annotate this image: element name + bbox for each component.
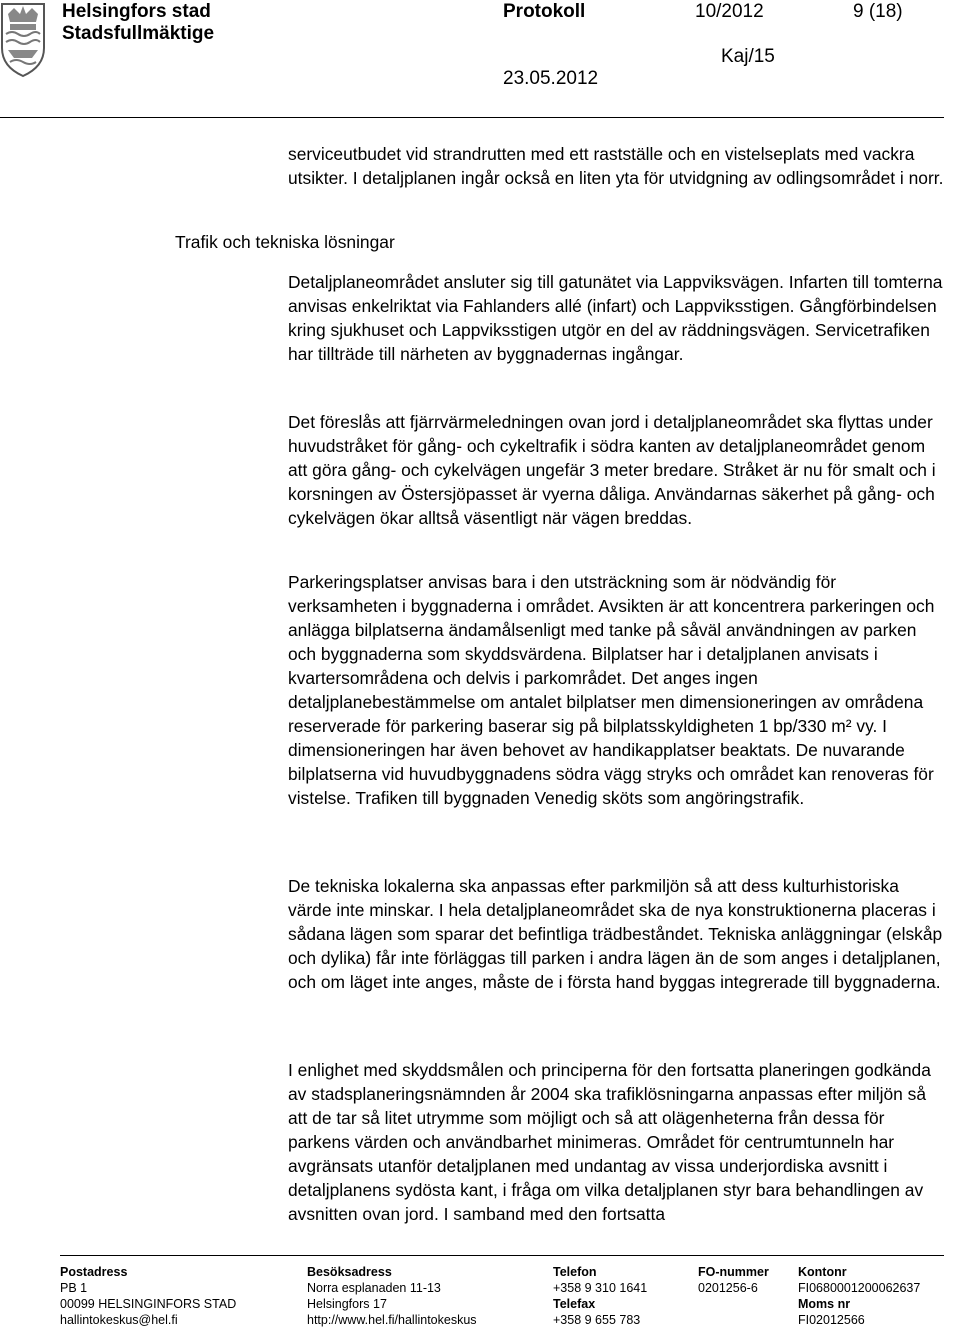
footer-fo-number: 0201256-6: [698, 1281, 758, 1295]
paragraph-1: serviceutbudet vid strandrutten med ett rastställe och en vistelseplats med vackra utsikter. I detaljplanen ingår också en liten yta för utvidgning av odlingsområdet i norr.: [288, 144, 944, 188]
footer-fo-label: FO-nummer: [698, 1265, 769, 1279]
footer-fo: [698, 1264, 769, 1296]
paragraph-2: Detaljplaneområdet ansluter sig till gatunätet via Lappviksvägen. Infarten till tomterna anvisas enkelriktat via Fahlanders allé (infart) och Lappviksstigen. Gångförbindelsen kring sjukhuset och Lappviksstigen utgör en del av räddningsvägen. Servicetrafiken har tillträde till närheten av byggnadernas ingångar.: [288, 272, 943, 364]
footer-postal-city: 00099 HELSINGINFORS STAD: [60, 1297, 237, 1311]
section-code: Kaj/15: [721, 46, 775, 67]
footer-postal: [60, 1264, 236, 1328]
footer-phone: [553, 1264, 647, 1328]
paragraph-6: I enlighet med skyddsmålen och principerna för den fortsatta planeringen godkända av stadsplaneringsnämnden år 2004 ska trafiklösningarna anpassas efter miljön så att de tar så litet utrymme som möjligt och så att olägenheterna från dessa för parkens värden och användbarhet minimeras. Området för centrumtunneln har avgränsats utanför detaljplanen med undantag av vissa underjordiska avsnitt i detaljplanens sydösta kant, i fråga om vilka detaljplanen styr bara behandlingen av avsnitten ovan jord. I samband med den fortsatta: [288, 1060, 931, 1224]
footer-visit-label: Besöksadress: [307, 1265, 392, 1279]
footer-divider: [60, 1255, 944, 1256]
footer-fax-label: Telefax: [553, 1297, 596, 1311]
meeting-date: 23.05.2012: [503, 68, 599, 89]
footer-email: hallintokeskus@hel.fi: [60, 1313, 178, 1327]
footer-postal-label: Postadress: [60, 1265, 128, 1279]
footer-website: http://www.hel.fi/hallintokeskus: [307, 1313, 477, 1327]
footer-visit-city: Helsingfors 17: [307, 1297, 387, 1311]
footer-vat-number: FI02012566: [798, 1313, 865, 1327]
footer-phone-label: Telefon: [553, 1265, 597, 1279]
footer-account: [798, 1264, 920, 1328]
footer-visit-street: Norra esplanaden 11-13: [307, 1281, 441, 1295]
footer-phone-number: +358 9 310 1641: [553, 1281, 648, 1295]
footer-visit: [307, 1264, 477, 1328]
section-heading: Trafik och tekniska lösningar: [175, 232, 395, 252]
org-name: Helsingfors stad: [62, 1, 211, 22]
footer-fax-number: +358 9 655 783: [553, 1313, 641, 1327]
footer-postal-box: PB 1: [60, 1281, 88, 1295]
paragraph-4: Parkeringsplatser anvisas bara i den utsträckning som är nödvändig för verksamheten i byggnaderna i området. Avsikten är att koncentrera parkeringen och anlägga bilplatserna ändamålsenligt med tanke på såväl användningen av parken och byggnaderna som skyddsvärdena. Bilplatser har i detaljplanen anvisats i kvartersområdena och delvis i parkområdet. Det anges ingen detaljplanebestämmelse om antalet bilplatser men dimensioneringen av områdena reserverade för parkering baserar sig på bilplatsskyldigheten 1 bp/330 m² vy. I dimensioneringen har även behovet av handikapplatser beaktats. De nuvarande bilplatserna vid huvudbyggnadens södra vägg stryks och området kan renoveras för vistelse. Trafiken till byggnaden Venedig sköts som angöringstrafik.: [288, 572, 935, 808]
paragraph-3: Det föreslås att fjärrvärmeledningen ovan jord i detaljplaneområdet ska flyttas under huvudstråket för gång- och cykeltrafik i södra kanten av detaljplaneområdet genom att göra gång- och cykelvägen ungefär 3 meter bredare. Stråket är nu för smalt och i korsningen av Östersjöpasset är vyerna dåliga. Användarnas säkerhet på gång- och cykelvägen ökar alltså väsentligt när vägen breddas.: [288, 412, 936, 528]
footer-vat-label: Moms nr: [798, 1297, 851, 1311]
paragraph-5: De tekniska lokalerna ska anpassas efter parkmiljön så att dess kulturhistoriska värde inte minskar. I hela detaljplaneområdet ska de nya konstruktionerna placeras i sådana lägen som sparar det befintliga trädbeståndet. Tekniska anläggningar (elskåp och dylika) får inte förläggas till parken i andra lägen än de som anges i detaljplanen, och om läget inte anges, måste de i första hand byggas integrerade till byggnaderna.: [288, 876, 943, 992]
header-divider: [0, 117, 944, 118]
doc-number: 10/2012: [695, 1, 764, 22]
helsinki-crest-icon: [0, 0, 46, 78]
footer-account-label: Kontonr: [798, 1265, 847, 1279]
page-number: 9 (18): [853, 1, 903, 22]
org-unit: Stadsfullmäktige: [62, 23, 215, 44]
doc-type: Protokoll: [503, 1, 586, 22]
footer-account-number: FI0680001200062637: [798, 1281, 921, 1295]
